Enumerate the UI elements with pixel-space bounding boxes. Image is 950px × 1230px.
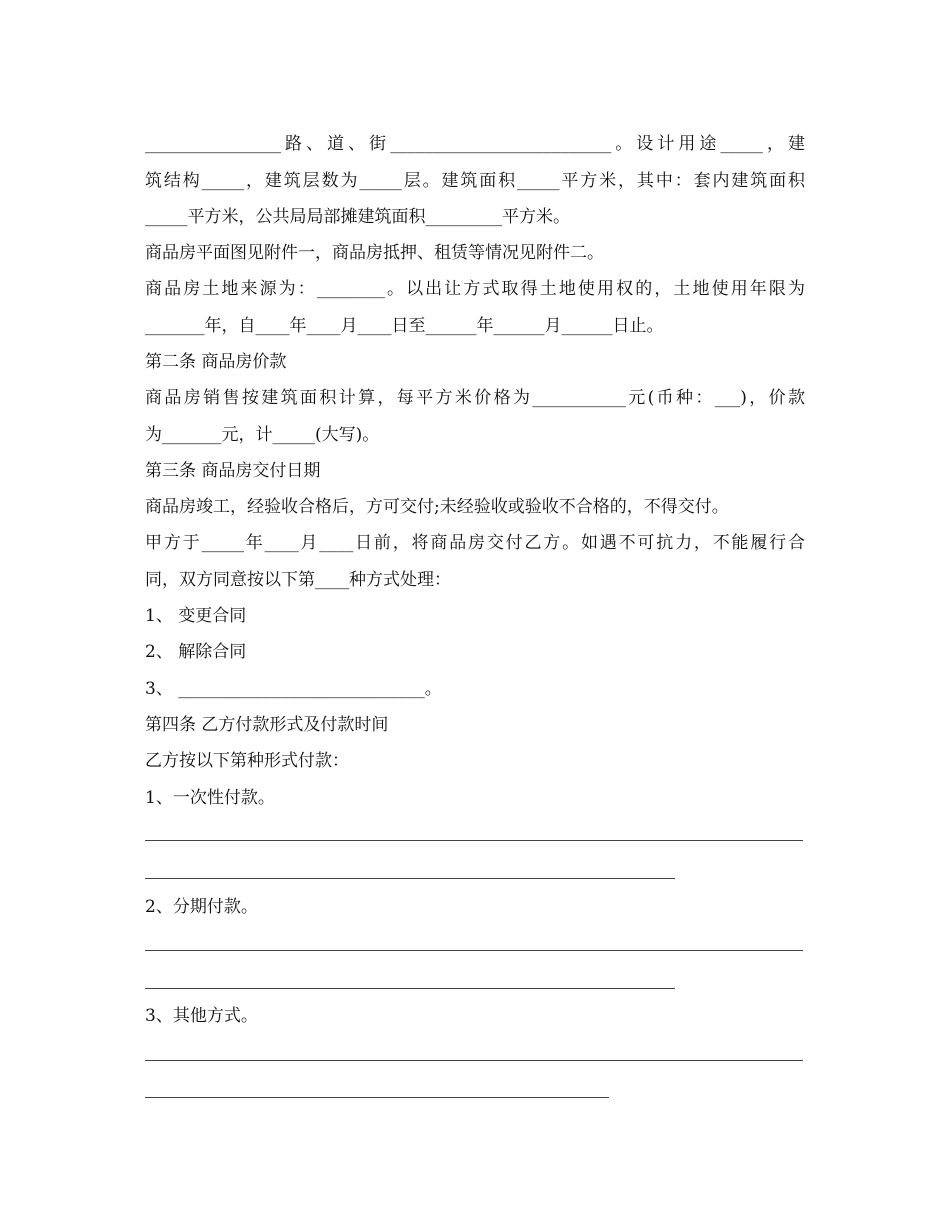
blank-fill-line (145, 840, 803, 841)
text-line: _______年，自____年____月____日至______年______月______日止。 (145, 316, 664, 336)
section-heading: 第三条 商品房交付日期 (145, 461, 321, 481)
blank-fill-line (145, 878, 675, 879)
section-heading: 第二条 商品房价款 (145, 352, 287, 372)
list-item: 1、一次性付款。 (145, 788, 275, 808)
text-line: 商品房土地来源为：________。以出让方式取得土地使用权的，土地使用年限为 (145, 279, 805, 299)
list-item: 3、 _____________________________。 (145, 679, 442, 699)
blank-fill-line (145, 950, 803, 951)
list-item: 2、 解除合同 (145, 642, 247, 662)
text-line: 同，双方同意按以下第____种方式处理： (145, 570, 451, 590)
text-line: 乙方按以下第种形式付款： (145, 751, 349, 771)
blank-fill-line (145, 988, 675, 989)
blank-fill-line (145, 1097, 609, 1098)
section-heading: 第四条 乙方付款形式及付款时间 (145, 715, 389, 735)
text-line: 商品房竣工，经验收合格后，方可交付;未经验收或验收不合格的，不得交付。 (145, 497, 729, 517)
text-line: 甲方于_____年____月____日前，将商品房交付乙方。如遇不可抗力，不能履行合 (145, 533, 805, 553)
text-line: 商品房销售按建筑面积计算，每平方米价格为___________元(币种：___)，价款 (145, 388, 805, 408)
text-line: 筑结构_____，建筑层数为_____层。建筑面积_____平方米，其中：套内建筑面积 (145, 171, 805, 191)
text-line: 为_______元，计_____(大写)。 (145, 425, 380, 445)
text-line: _____平方米，公共局局部摊建筑面积_________平方米。 (145, 207, 570, 227)
blank-fill-line (145, 1060, 803, 1061)
text-line: 商品房平面图见附件一，商品房抵押、租赁等情况见附件二。 (145, 243, 604, 263)
list-item: 1、 变更合同 (145, 606, 247, 626)
text-line: ________________路、道、街__________________________。设计用途_____，建 (145, 134, 805, 154)
list-item: 2、分期付款。 (145, 897, 258, 917)
list-item: 3、其他方式。 (145, 1006, 258, 1026)
